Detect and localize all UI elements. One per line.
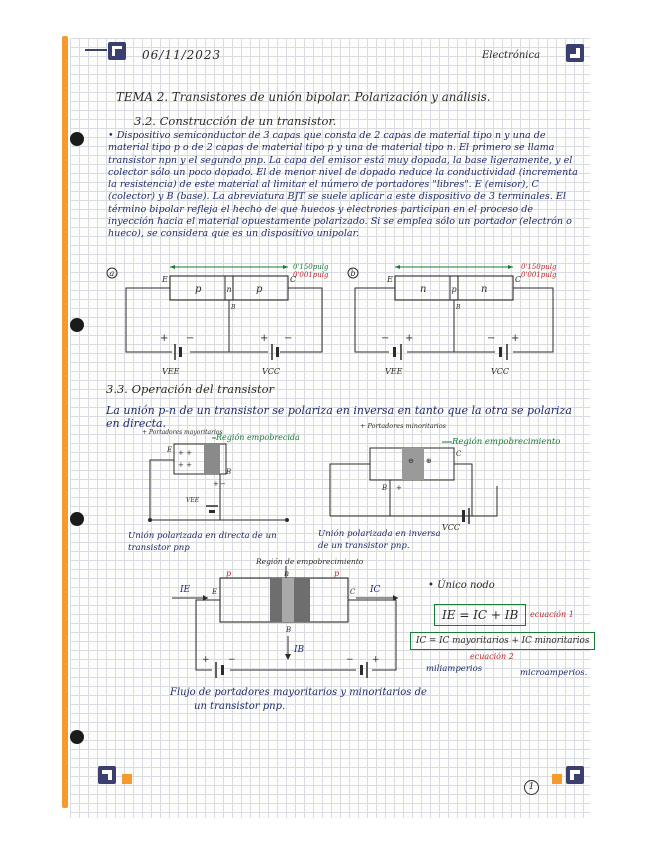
svg-text:−: − bbox=[186, 333, 195, 344]
layer-label: p bbox=[226, 569, 232, 578]
region-label: Región de empobrecimiento bbox=[256, 557, 364, 566]
caption-line: Unión polarizada en directa de un bbox=[128, 531, 277, 541]
node-note: • Único nodo bbox=[428, 580, 495, 591]
svg-text:−: − bbox=[220, 480, 226, 488]
notebook-logo-icon bbox=[566, 44, 584, 62]
reverse-bias-figure bbox=[322, 418, 584, 536]
notebook-logo-icon bbox=[566, 766, 584, 784]
header-line bbox=[85, 49, 107, 51]
date: 06/11/2023 bbox=[142, 48, 222, 62]
svg-text:+: + bbox=[202, 655, 210, 665]
source-label: VEE bbox=[385, 367, 403, 376]
svg-text:⊕: ⊕ bbox=[426, 457, 432, 465]
terminal-label: C bbox=[350, 588, 356, 596]
pnp-transistor-figure bbox=[100, 262, 340, 380]
layer-label: n bbox=[226, 285, 232, 294]
source-label: VCC bbox=[491, 367, 510, 376]
circuit-wire bbox=[150, 460, 174, 520]
carriers-label: + Portadores mayoritarios bbox=[142, 429, 223, 436]
equation-2-box: IC = IC mayoritarios + IC minoritarios bbox=[410, 632, 595, 650]
equation-label: ecuación 1 bbox=[530, 610, 574, 619]
caption-line: Flujo de portadores mayoritarios y minoritarios de bbox=[170, 687, 427, 698]
notebook-logo-icon bbox=[98, 766, 116, 784]
svg-text:B: B bbox=[226, 468, 232, 476]
layer-label: p bbox=[256, 284, 263, 295]
circuit-wire bbox=[330, 464, 370, 516]
svg-text:+ +: + + bbox=[178, 449, 192, 457]
battery-plate bbox=[393, 347, 396, 357]
binder-hole bbox=[70, 512, 84, 526]
terminal-label: B bbox=[456, 304, 461, 311]
battery-plate bbox=[221, 665, 224, 675]
reverse-bias-caption bbox=[318, 528, 441, 552]
battery-plate bbox=[276, 347, 279, 357]
caption-line: de un transistor pnp. bbox=[318, 541, 410, 551]
terminal-label: C bbox=[515, 275, 522, 284]
layer-label: p bbox=[334, 569, 340, 578]
current-label: IB bbox=[294, 645, 305, 655]
svg-text:−: − bbox=[487, 333, 496, 344]
svg-text:B: B bbox=[382, 484, 388, 492]
section-intro: La unión p-n de un transistor se polariza en inversa en tanto que la otra se polariza en directa. bbox=[106, 404, 572, 430]
layer-label: n bbox=[481, 284, 488, 295]
orange-square bbox=[552, 774, 562, 784]
terminal-label: C bbox=[290, 275, 297, 284]
notebook-logo-icon bbox=[108, 42, 126, 60]
binder-hole bbox=[70, 132, 84, 146]
dimension-label: 0'001pulg bbox=[293, 271, 329, 279]
layer-label: p bbox=[451, 285, 457, 294]
carriers-label: + Portadores minoritarios bbox=[360, 422, 447, 430]
svg-text:E: E bbox=[167, 446, 173, 454]
orange-square bbox=[122, 774, 132, 784]
equation-label: ecuación 2 bbox=[470, 652, 514, 661]
subject: Electrónica bbox=[482, 50, 541, 61]
source-label: VEE bbox=[186, 497, 200, 504]
depletion-region bbox=[204, 444, 220, 474]
battery-plate bbox=[179, 347, 182, 357]
region-label: Región empobrecida bbox=[216, 433, 300, 442]
npn-transistor-figure bbox=[345, 262, 585, 380]
body-paragraph: • Dispositivo semiconductor de 3 capas que consta de 2 capas de material tipo n y una de material tipo p o de 2 capas de material tipo p y una de material tipo n. El primero se llama transistor npn y el segundo pnp. La capa del emisor está muy dopada, la base ligeramente, y el colector sólo un poco dopado. El de menor nivel de dopado reduce la conductividad (incrementa la resistencia) de este material al limitar el número de portadores "libres". E (emisor), C (colector) y B (base). La abreviatura BJT se suele aplicar a este dispositivo de 3 terminales. El término bipolar refleja el hecho de que huecos y electrones participan en el proceso de inyección hacia el material opuestamente polarizado. Si se emplea sólo un portador (electrón o hueco), se considera que es un dispositivo unipolar. bbox=[108, 130, 578, 240]
section-heading: 3.3. Operación del transistor bbox=[106, 382, 275, 396]
source-label: VEE bbox=[162, 367, 180, 376]
forward-bias-figure bbox=[112, 424, 302, 536]
unit-note: microamperios. bbox=[520, 668, 588, 678]
dimension-label: 0'150pulg bbox=[521, 263, 557, 271]
source-label: VCC bbox=[262, 367, 281, 376]
binder-hole bbox=[70, 318, 84, 332]
caption-line: Unión polarizada en inversa bbox=[318, 529, 441, 539]
figure-label: b bbox=[350, 269, 356, 278]
carrier-flow-figure bbox=[160, 550, 410, 686]
svg-text:+: + bbox=[260, 333, 269, 344]
svg-text:⊖: ⊖ bbox=[408, 457, 414, 465]
source-label: VCC bbox=[442, 523, 461, 532]
svg-text:+: + bbox=[213, 480, 219, 488]
terminal-label: B bbox=[286, 626, 292, 634]
circuit-wire bbox=[454, 464, 497, 516]
carrier-flow-caption bbox=[170, 686, 427, 714]
svg-text:−: − bbox=[381, 333, 390, 344]
layer-label: p bbox=[195, 284, 202, 295]
figure-label: a bbox=[109, 269, 115, 278]
notebook-binding-strip bbox=[62, 36, 68, 808]
page-number: 1 bbox=[524, 780, 539, 795]
equation-1-box: IE = IC + IB bbox=[434, 604, 526, 626]
page-title: TEMA 2. Transistores de unión bipolar. Polarización y análisis. bbox=[116, 90, 491, 104]
caption-line: transistor pnp bbox=[128, 543, 190, 553]
svg-text:+: + bbox=[396, 484, 402, 492]
svg-text:C: C bbox=[456, 450, 462, 458]
current-label: IE bbox=[180, 585, 191, 595]
battery-plate bbox=[499, 347, 502, 357]
svg-text:+: + bbox=[372, 655, 380, 665]
svg-text:+ +: + + bbox=[178, 461, 192, 469]
svg-text:−: − bbox=[228, 655, 236, 665]
battery-plate bbox=[209, 510, 215, 513]
dimension-label: 0'150pulg bbox=[293, 263, 329, 271]
current-label: IC bbox=[370, 585, 381, 595]
section-heading: 3.2. Construcción de un transistor. bbox=[134, 114, 337, 128]
terminal-label: E bbox=[162, 275, 168, 284]
terminal-label: E bbox=[212, 588, 218, 596]
caption-line: un transistor pnp. bbox=[194, 701, 286, 712]
battery-plate bbox=[462, 510, 465, 522]
unit-note: miliamperios bbox=[426, 664, 483, 674]
binder-hole bbox=[70, 730, 84, 744]
svg-text:−: − bbox=[284, 333, 293, 344]
svg-text:+: + bbox=[405, 333, 414, 344]
layer-label: n bbox=[420, 284, 427, 295]
region-label: Región empobrecimiento bbox=[452, 437, 561, 447]
terminal-label: B bbox=[231, 304, 236, 311]
dimension-label: 0'001pulg bbox=[521, 271, 557, 279]
layer-label: n bbox=[284, 569, 290, 578]
svg-text:+: + bbox=[160, 333, 169, 344]
svg-text:−: − bbox=[346, 655, 354, 665]
terminal-label: E bbox=[387, 275, 393, 284]
battery-plate bbox=[360, 665, 363, 675]
base-region bbox=[282, 578, 294, 622]
svg-text:+: + bbox=[511, 333, 520, 344]
